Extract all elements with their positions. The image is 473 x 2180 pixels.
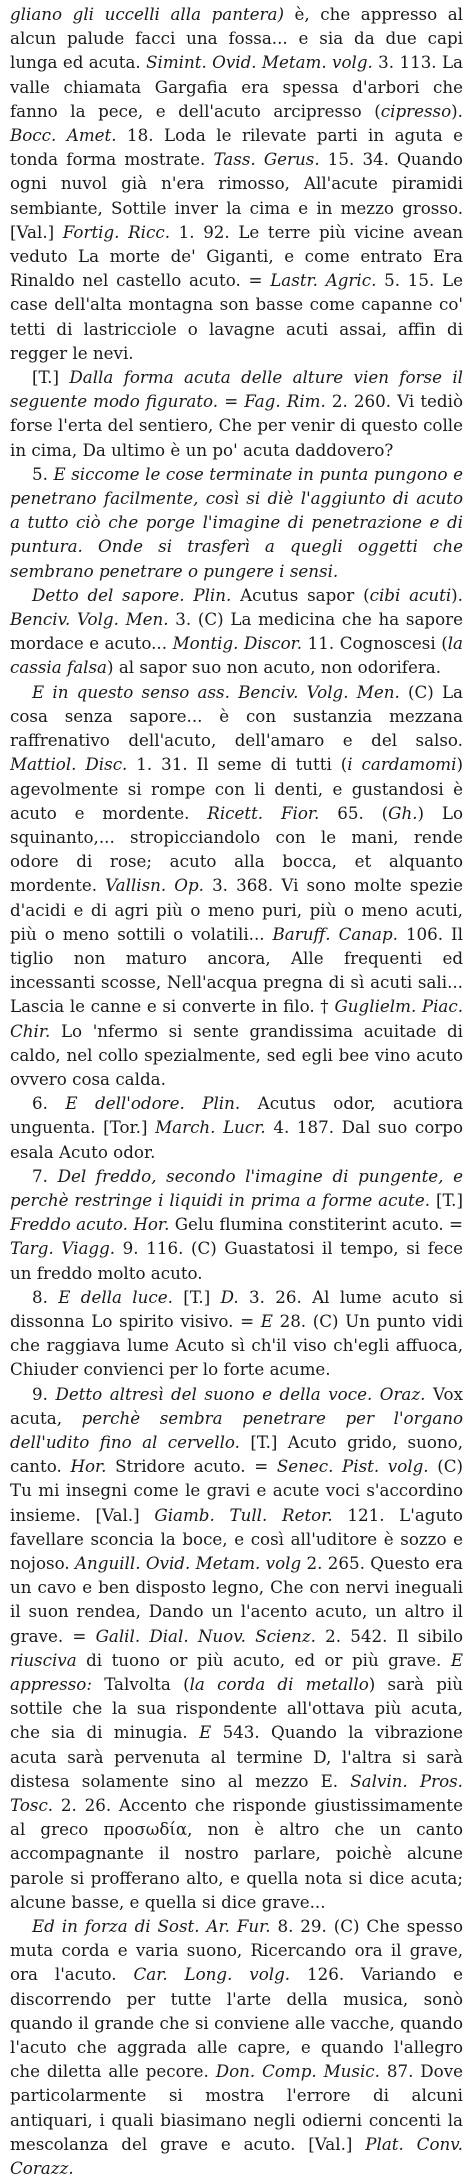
italic-text-run: Giamb. Tull. Retor. bbox=[154, 1504, 333, 1525]
entry-paragraph bbox=[10, 365, 463, 462]
italic-text-run: E della luce. bbox=[58, 1286, 173, 1307]
italic-text-run: Dalla forma acuta delle alture vien forse il seguente modo figurato. bbox=[10, 367, 463, 412]
text-run: 3. 26. Al lume acuto si dissonna Lo spirito visivo. = bbox=[10, 1286, 463, 1331]
italic-text-run: Fortig. Ricc. bbox=[62, 221, 171, 242]
italic-text-run: E appresso: bbox=[10, 1649, 463, 1695]
text-run: Gelu flumina constiterint acuto. = bbox=[169, 1214, 464, 1235]
italic-text-run: i cardamomi bbox=[347, 754, 457, 775]
italic-text-run: Ricett. Fior. bbox=[207, 802, 320, 823]
text-run: [T.] bbox=[430, 1189, 463, 1210]
text-run: 5. bbox=[32, 463, 54, 484]
italic-text-run: Detto del sapore. Plin. bbox=[32, 584, 232, 605]
text-run: di tuono or più acuto, ed or più grave. bbox=[76, 1649, 451, 1670]
entry-paragraph bbox=[10, 462, 463, 583]
italic-text-run: Bocc. Amet. bbox=[10, 125, 117, 146]
entry-paragraph bbox=[10, 583, 463, 680]
entry-paragraph bbox=[10, 1091, 463, 1164]
italic-text-run: Lastr. Agric. bbox=[270, 270, 377, 291]
text-run: [T.] Acuto grido, suono, canto. bbox=[10, 1431, 463, 1477]
italic-text-run: riusciva bbox=[10, 1649, 77, 1670]
italic-text-run: Detto altresì del suono e della voce. Oraz. bbox=[55, 1383, 426, 1404]
text-run: (C) La cosa senza sapore... è con sustanzia mezzana raffrenativo dell'acuto, dell'amaro e del salso. bbox=[10, 681, 464, 751]
italic-text-run: E bbox=[260, 1310, 273, 1331]
italic-text-run: Don. Comp. Music. bbox=[215, 2061, 380, 2082]
entry-paragraph bbox=[10, 680, 463, 1091]
entry-paragraph bbox=[10, 1914, 463, 2180]
italic-text-run: Benciv. Volg. Men. bbox=[10, 609, 169, 630]
text-run: 8. 29. (C) Che spesso muta corda e varia suono, Ricercando ora il grave, ora l'acuto. bbox=[10, 1916, 463, 1985]
text-run: 126. Variando e discorrendo per tutte l'arte della musica, sonò quando il grande che si conviene alle vacche, quando l'acuto che aggrada alle capre, e quando l'allegro che diletta alle pecore. bbox=[10, 1964, 463, 2082]
entry-paragraph bbox=[10, 1285, 463, 1382]
text-run: 2. 26. Accento che risponde giustissimamente al greco προσωδία, non è altro che un canto accompagnante il nostro parlare, poichè alcune parole si profferano alto, e quella nota si dice acuta; alcune basse, e quella si dice grave... bbox=[10, 1795, 463, 1912]
text-run: 28. (C) Un punto vidi che raggiava lume Acuto sì ch'il viso ch'egli affuoca, Chiuder convienci per lo forte acume. bbox=[10, 1310, 463, 1380]
text-run: [T.] bbox=[32, 367, 70, 388]
italic-text-run: Mattiol. Disc. bbox=[10, 754, 128, 775]
text-run: 543. Quando la vibrazione acuta sarà pervenuta al termine D, l'altra si sarà distesa solamente sino al mezzo E. bbox=[10, 1722, 463, 1791]
entry-paragraph bbox=[10, 1164, 463, 1285]
text-run: Lo 'nfermo si sente grandissima acuitade di caldo, nel collo spezialmente, sed egli bee vino acuto ovvero cosa calda. bbox=[10, 1020, 463, 1089]
text-run: Vox acuta, bbox=[10, 1383, 463, 1428]
text-run: ) sarà più sottile che la sua rispondente all'ottava più acuta, che sia di minugia. bbox=[10, 1674, 464, 1743]
text-run: [T.] bbox=[172, 1286, 221, 1307]
italic-text-run: Baruff. Canap. bbox=[272, 923, 398, 944]
italic-text-run: Guglielm. Piac. Chir. bbox=[10, 996, 464, 1041]
text-run: 8. bbox=[32, 1286, 59, 1307]
text-run: 9. 116. (C) Guastatosi il tempo, si fece un freddo molto acuto. bbox=[10, 1238, 463, 1283]
text-run: 65. ( bbox=[319, 802, 389, 823]
text-run: ). bbox=[451, 100, 463, 121]
text-run: 2. 542. Il sibilo bbox=[315, 1625, 464, 1646]
italic-text-run: cipresso bbox=[380, 100, 452, 121]
italic-text-run: Anguill. Ovid. Metam. volg bbox=[74, 1553, 302, 1573]
text-run: 3. 113. La valle chiamata Gargafia era spessa d'arbori che fanno la pece, e dell'acuto arcipresso ( bbox=[10, 52, 464, 121]
italic-text-run: Gh. bbox=[388, 802, 418, 823]
italic-text-run: Salvin. Pros. Tosc. bbox=[10, 1770, 463, 1816]
text-run: 3. (C) La medicina che ha sapore mordace e acuto... bbox=[10, 609, 463, 654]
italic-text-run: E siccome le cose terminate in punta pungono e penetrano facilmente, così si diè l'aggiunto di acuto a tutto ciò che porge l'imagine di penetrazione e di puntura. Onde si trasferì a quegli oggetti che sembrano penetrare o pungere i sensi. bbox=[10, 463, 463, 581]
text-run: 7. bbox=[32, 1165, 58, 1186]
italic-text-run: E in questo senso ass. Benciv. Volg. Men. bbox=[32, 681, 400, 702]
text-run: = bbox=[218, 391, 245, 412]
text-run: ) agevolmente si rompe con li denti, e gustandosi è acuto e mordente. bbox=[10, 754, 463, 823]
italic-text-run: Freddo acuto. Hor. bbox=[10, 1214, 170, 1235]
italic-text-run: Simint. Ovid. Metam. volg. bbox=[146, 52, 373, 73]
italic-text-run: Car. Long. volg. bbox=[133, 1964, 291, 1985]
text-run: 121. L'aguto favellare sconcia la boce, e così all'uditore è sozzo e nojoso. bbox=[10, 1504, 463, 1573]
text-run: (C) Tu mi insegni come le gravi e acute voci s'accordino insieme. [Val.] bbox=[10, 1456, 463, 1525]
italic-text-run: perchè sembra penetrare per l'organo dell'udito fino al cervello. bbox=[10, 1407, 463, 1452]
italic-text-run: March. Lucr. bbox=[155, 1117, 266, 1138]
italic-text-run: Fag. Rim. bbox=[244, 391, 326, 412]
italic-text-run: Tass. Gerus. bbox=[213, 149, 320, 170]
entry-paragraph bbox=[10, 2, 463, 365]
italic-text-run: Targ. Viagg. bbox=[10, 1238, 116, 1259]
text-run: 15. 34. Quando ogni nuvol già n'era rimosso, All'acute piramidi sembiante, Sottile inver la cima e in mezzo grosso. [Val.] bbox=[10, 149, 463, 242]
text-run: 1. 31. Il seme di tutti ( bbox=[127, 754, 348, 775]
text-run: 87. Dove particolarmente si mostra l'errore di alcuni antiquari, i quali biasimano negli odierni concenti la mescolanza del grave e acuto. [Val.] bbox=[10, 2061, 463, 2154]
text-run: 2. 265. Questo era un cavo e ben disposto legno, Che con nervi ineguali il suon rendea, Dando un l'acento acuto, un altro il grave. = bbox=[10, 1553, 463, 1646]
italic-text-run: la cassia falsa bbox=[10, 633, 464, 678]
text-run: 3. 368. Vi sono molte spezie d'acidi e di agri più o meno puri, più o meno acuti, più o meno sottili o volatili... bbox=[10, 875, 463, 944]
entry-paragraph bbox=[10, 1382, 463, 1914]
text-run: Stridore acuto. = bbox=[106, 1456, 277, 1477]
italic-text-run: Ed in forza di Sost. Ar. Fur. bbox=[32, 1916, 271, 1937]
text-run: Acutus odor, acutiora unguenta. [Tor.] bbox=[10, 1093, 464, 1138]
text-run: 11. Cognoscesi ( bbox=[302, 633, 448, 654]
text-run: 9. bbox=[32, 1383, 56, 1404]
text-run: 6. bbox=[32, 1093, 66, 1114]
text-run: 5. 15. Le case dell'alta montagna son basse come capanne co' tetti di lastricciole o lavagne acuti assai, affin di regger le nevi. bbox=[10, 270, 463, 363]
italic-text-run: Montig. Discor. bbox=[172, 633, 303, 654]
italic-text-run: Galil. Dial. Nuov. Scienz. bbox=[95, 1625, 316, 1646]
text-run: 18. Loda le rilevate parti in aguta e tonda forma mostrate. bbox=[10, 125, 463, 170]
italic-text-run: Plat. Conv. Corazz. bbox=[10, 2133, 463, 2179]
italic-text-run: cibi acuti bbox=[369, 584, 452, 605]
text-run: 1. 92. Le terre più vicine avean veduto La morte de' Giganti, e come entrato Era Rinaldo nel castello acuto. = bbox=[10, 221, 464, 291]
italic-text-run: Hor. bbox=[70, 1456, 107, 1477]
text-run: 4. 187. Dal suo corpo esala Acuto odor. bbox=[10, 1117, 463, 1162]
italic-text-run: Vallisn. Op. bbox=[105, 875, 204, 896]
italic-text-run: Del freddo, secondo l'imagine di pungente, e perchè restringe i liquidi in prima a forme acute. bbox=[10, 1165, 463, 1210]
text-run: è, che appresso al alcun palude facci una fossa... e sia da due capi lunga ed acuta. bbox=[10, 4, 463, 73]
italic-text-run: la corda di metallo bbox=[189, 1674, 369, 1695]
italic-text-run: Senec. Pist. volg. bbox=[276, 1456, 429, 1477]
italic-text-run: E dell'odore. Plin. bbox=[65, 1093, 241, 1114]
text-run: Acutus sapor ( bbox=[231, 584, 370, 605]
italic-text-run: E bbox=[199, 1722, 212, 1743]
text-run: ). bbox=[451, 584, 463, 605]
text-run: ) Lo squinanto,... stropicciandolo con le mani, rende odore di rose; acuto alla bocca, et alquanto mordente. bbox=[10, 802, 464, 896]
text-run: ) al sapor suo non acuto, non odorifera. bbox=[107, 657, 442, 678]
text-run: 2. 260. Vi tediò forse l'erta del sentiero, Che per venir di questo colle in cima, Da ultimo è un po' acuta daddovero? bbox=[10, 391, 464, 460]
text-run: 106. Il tiglio non maturo ancora, Alle frequenti ed incessanti scosse, Nell'acqua pregna di sì acuti sali... Lascia le canne e si converte in filo. † bbox=[10, 923, 463, 1017]
dictionary-entry-column bbox=[10, 2, 463, 2180]
italic-text-run: D. bbox=[220, 1286, 239, 1307]
italic-text-run: gliano gli uccelli alla pantera) bbox=[10, 4, 284, 24]
text-run: Talvolta ( bbox=[91, 1674, 190, 1695]
